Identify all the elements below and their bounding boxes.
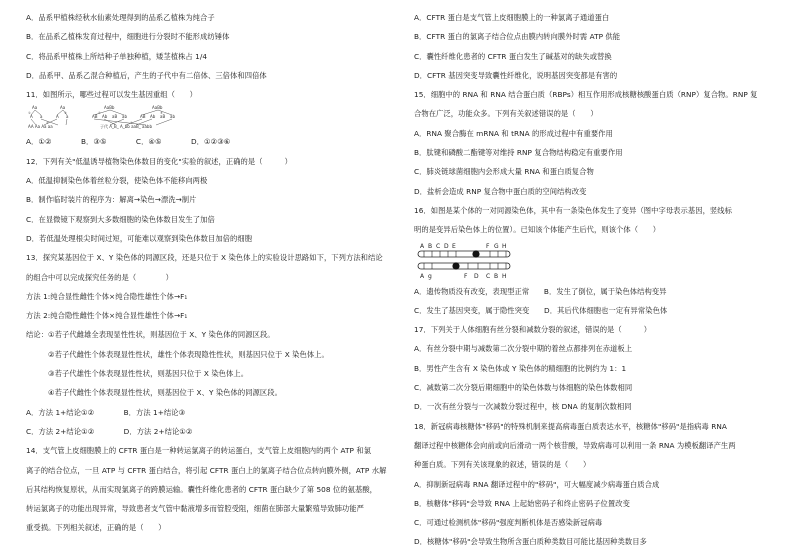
text-line: D．品系甲、品系乙混合种植后，产生的子代中有二倍体、三倍体和四倍体 [26, 70, 267, 80]
gene-label: D [474, 272, 479, 280]
question-11-stem: 11．如图所示，哪些过程可以发生基因重组（ ） [26, 90, 198, 100]
text-line: 方法 2:纯合隐性雌性个体×纯合显性雄性个体→F₁ [26, 311, 188, 321]
answer-options: C．发生了基因突变，属于隐性突变 D．其后代体细胞也一定有异常染色体 [414, 305, 668, 315]
chromosome-upper [418, 250, 510, 257]
gene-label: A [420, 242, 425, 250]
answer-options: A．遗传物质没有改变，表现型正常 B．发生了倒位，属于染色体结构变异 [414, 286, 667, 296]
question-12-stem: 12．下列有关"低温诱导植物染色体数目的变化"实验的叙述，正确的是（ ） [26, 156, 292, 166]
gene-label: A [420, 272, 425, 280]
offspring-label: AA Aa Aa aa [28, 124, 53, 130]
text-line: B．肽键和磷酸二酯键等对维持 RNP 复合物结构稳定有重要作用 [414, 148, 623, 158]
text-line: 翻译过程中核糖体会向前或向后滑动一两个核苷酸，导致病毒可以利用一条 RNA 为模板翻译产生两 [414, 440, 736, 450]
gamete-label: a [40, 114, 43, 120]
text-line: C．囊性纤维化患者的 CFTR 蛋白发生了碱基对的缺失或替换 [414, 51, 612, 61]
question-16-stem: 16．如图是某个体的一对同源染色体，其中有一条染色体发生了变异（图中字母表示基因，竖线标 [414, 205, 732, 215]
left-column [26, 8, 406, 538]
step-label: ④ [98, 111, 101, 116]
text-line: D．若低温处理根尖时间过短，可能难以观察到染色体数目加倍的细胞 [26, 233, 253, 243]
gamete-label: AB [140, 114, 146, 120]
gene-label: E [452, 242, 456, 250]
answer-options: A．方法 1+结论①② B．方法 1+结论③ [26, 407, 186, 417]
gene-label: B [494, 272, 499, 280]
text-line: 方法 1:纯合显性雌性个体×纯合隐性雄性个体→F₁ [26, 291, 188, 301]
answer-options: A．①② B．③⑤ C．④⑤ D．①②③⑥ [26, 137, 231, 147]
text-line: C．在显微镜下观察到大多数细胞的染色体数目发生了加倍 [26, 214, 215, 224]
text-line: 离子的结合位点，一旦 ATP 与 CFTR 蛋白结合，将引起 CFTR 蛋白上的氯离子结合位点转向膜外侧，ATP 水解 [26, 465, 387, 475]
chromosome-diagram-svg [414, 240, 514, 282]
step-label: ① [28, 111, 31, 116]
question-18-stem: 18．新冠病毒核糖体"移码"的特殊机制来提高病毒蛋白质表达水平，核糖体"移码"是指病毒 RNA [414, 421, 727, 431]
step-label: ② [64, 111, 67, 116]
text-line: D．盐析会造成 RNP 复合物中蛋白质的空间结构改变 [414, 186, 587, 196]
gene-label: C [486, 272, 491, 280]
text-line: 明的是变异后染色体上的位置）。已知该个体能产生后代，则该个体（ ） [414, 225, 661, 235]
gamete-label: AB [92, 114, 98, 120]
text-line: 转运氯离子的功能出现异常，导致患者支气管中黏液增多而管腔受阻，细菌在肺部大量繁殖导致肺功能严 [26, 504, 364, 514]
question-17-stem: 17．下列关于人体细胞有丝分裂和减数分裂的叙述，错误的是（ ） [414, 325, 652, 335]
gene-label: H [502, 272, 507, 280]
text-line: C．肺炎链球菌细胞内会形成大量 RNA 和蛋白质复合物 [414, 167, 594, 177]
gamete-label: Ab [150, 114, 156, 120]
text-line: 结论：①若子代雌雄全表现显性性状，则基因位于 X、Y 染色体的同源区段。 [26, 330, 275, 340]
text-line: ②若子代雌性个体表现显性性状，雄性个体表现隐性性状，则基因只位于 X 染色体上。 [48, 349, 329, 359]
question-15-stem: 15．细胞中的 RNA 和 RNA 结合蛋白质（RBPs）相互作用形成核糖核酸蛋白质（RNP）复合物。RNP 复 [414, 90, 758, 100]
question-14-stem: 14．支气管上皮细胞膜上的 CFTR 蛋白是一种转运氯离子的转运蛋白，支气管上皮细胞内的两个 ATP 和氯 [26, 446, 372, 456]
parent-label: AaBb [152, 105, 163, 111]
gamete-label: aB [160, 114, 166, 120]
answer-options: C．方法 2+结论①② D．方法 2+结论①② [26, 426, 193, 436]
step-label: ⑤ [160, 111, 163, 116]
gene-label: H [502, 242, 507, 250]
gamete-label: Ab [102, 114, 108, 120]
gamete-label: ab [122, 114, 127, 120]
text-line: B．CFTR 蛋白的氯离子结合位点由膜内转向膜外时需 ATP 供能 [414, 32, 621, 42]
text-line: 重受损。下列相关叙述，正确的是（ ） [26, 523, 166, 533]
text-line: C．减数第二次分裂后期细胞中的染色体数与体细胞的染色体数相同 [414, 383, 633, 393]
crossing-diagram-svg [26, 104, 186, 130]
gene-label: g [428, 272, 432, 280]
text-line: 后其结构恢复原状，从而实现氯离子的跨膜运输。囊性纤维化患者的 CFTR 蛋白缺少了第 508 位的氨基酸， [26, 484, 378, 494]
text-line: A．抑制新冠病毒 RNA 翻译过程中的"移码"，可大幅度减少病毒蛋白质合成 [414, 479, 660, 489]
text-line: C．将品系甲植株上所结种子单独种植，矮茎植株占 1/4 [26, 51, 208, 61]
chromosome-lower [418, 262, 510, 269]
gene-label: D [444, 242, 449, 250]
gene-label: F [486, 242, 490, 250]
crossing-diagram [26, 104, 406, 130]
text-line: D．CFTR 基因突变导致囊性纤维化，说明基因突变都是有害的 [414, 70, 618, 80]
text-line: A．RNA 聚合酶在 mRNA 和 tRNA 的形成过程中有重要作用 [414, 128, 613, 138]
parent-label: AaBb [104, 105, 115, 111]
step-label: ③ [46, 121, 49, 126]
text-line: 种蛋白质。下列有关该现象的叙述，错误的是（ ） [414, 460, 591, 470]
gene-label: B [428, 242, 433, 250]
text-line: 的组合中可以完成探究任务的是（ ） [26, 272, 173, 282]
chromosome-diagram [414, 240, 794, 282]
gamete-label: a [66, 114, 69, 120]
offspring-label: 子代 A_B_ A_bb aaB_ aabb [100, 124, 153, 130]
text-line: ③若子代雄性个体表现显性性状，则基因只位于 X 染色体上。 [48, 369, 249, 379]
gamete-label: aB [112, 114, 118, 120]
step-label: ⑥ [130, 121, 133, 126]
question-13-stem: 13．探究某基因位于 X、Y 染色体的同源区段，还是只位于 X 染色体上的实验设计思路如下，下列方法和结论 [26, 253, 383, 263]
text-line: D．一次有丝分裂与一次减数分裂过程中，核 DNA 的复制次数相同 [414, 402, 632, 412]
gene-label: G [494, 242, 499, 250]
right-column [414, 8, 794, 552]
text-line: B．核糖体"移码"会导致 RNA 上起始密码子和终止密码子位置改变 [414, 498, 630, 508]
gamete-label: A [30, 114, 33, 120]
parent-label: Aa [32, 105, 38, 111]
gamete-label: ab [170, 114, 175, 120]
gamete-label: A [56, 114, 59, 120]
gene-label: C [436, 242, 441, 250]
text-line: B．制作临时装片的程序为：解离→染色→漂洗→制片 [26, 195, 197, 205]
text-line: ④若子代雌性个体表现显性性状，则基因位于 X、Y 染色体的同源区段。 [48, 388, 282, 398]
text-line: 合物在广泛，功能众多。下列有关叙述错误的是（ ） [414, 109, 598, 119]
text-line: A．品系甲植株经秋水仙素处理得到的品系乙植株为纯合子 [26, 13, 215, 22]
text-line: A．低温抑制染色体着丝粒分裂，使染色体不能移向两极 [26, 176, 208, 186]
text-line: B．在品系乙植株发育过程中，细胞进行分裂时不能形成纺锤体 [26, 32, 230, 42]
text-line: D．核糖体"移码"会导致生物所含蛋白质种类数目可能比基因种类数目多 [414, 537, 647, 547]
parent-label: Aa [60, 105, 66, 111]
gene-label: F [464, 272, 468, 280]
text-line: A．CFTR 蛋白是支气管上皮细胞膜上的一种氯离子通道蛋白 [414, 13, 610, 22]
text-line: A．有丝分裂中期与减数第二次分裂中期的着丝点都排列在赤道板上 [414, 344, 633, 354]
text-line: C．可通过检测机体"移码"强度判断机体是否感染新冠病毒 [414, 518, 603, 528]
text-line: B．男性产生含有 X 染色体或 Y 染色体的精细胞的比例约为 1：1 [414, 363, 627, 373]
